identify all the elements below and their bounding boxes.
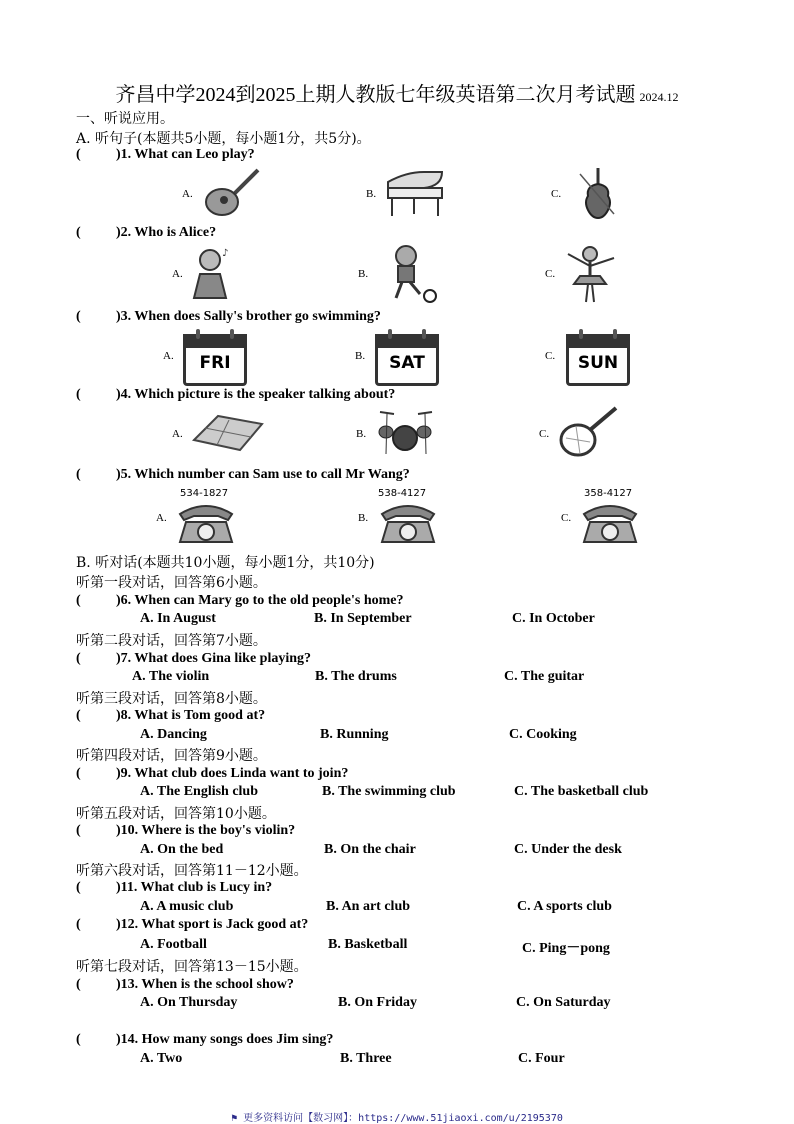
telephone-icon	[176, 500, 236, 546]
option-label: B.	[366, 188, 377, 200]
answer-option: B. On the chair	[324, 842, 416, 857]
option-label: A.	[156, 512, 167, 524]
question-4: ( )4. Which picture is the speaker talking about?	[76, 387, 396, 402]
tennis-racket-icon	[556, 404, 622, 460]
answer-option: B. In September	[314, 611, 412, 626]
answer-option: C. Four	[518, 1051, 565, 1066]
part-a-heading: A. 听句子(本题共5小题，每小题1分，共5分)。	[76, 131, 371, 147]
calendar-icon: SUN	[566, 334, 630, 386]
answer-option: C. The guitar	[504, 669, 585, 684]
answer-option: A. Football	[140, 937, 207, 952]
question-9: ( )9. What club does Linda want to join?	[76, 766, 349, 781]
answer-option: C. In October	[512, 611, 595, 626]
question-13: ( )13. When is the school show?	[76, 977, 294, 992]
question-14: ( )14. How many songs does Jim sing?	[76, 1032, 334, 1047]
dialogue-intro: 听第四段对话，回答第9小题。	[76, 748, 267, 764]
question-5: ( )5. Which number can Sam use to call Mr Wang?	[76, 467, 410, 482]
answer-option: B. On Friday	[338, 995, 417, 1010]
answer-option: B. The swimming club	[322, 784, 456, 799]
phone-number: 538-4127	[378, 488, 427, 499]
option-label: A.	[163, 350, 174, 362]
option-label: A.	[182, 188, 193, 200]
dialogue-intro: 听第二段对话，回答第7小题。	[76, 633, 267, 649]
answer-option: A. A music club	[140, 899, 234, 914]
phone-number: 358-4127	[584, 488, 633, 499]
telephone-icon	[378, 500, 438, 546]
answer-option: A. The English club	[140, 784, 259, 799]
option-label: B.	[358, 512, 369, 524]
option-label: C.	[551, 188, 562, 200]
football-boy-icon	[382, 244, 442, 304]
footer-link[interactable]: ⚑ 更多资料访问【数习网】：https://www.51jiaoxi.com/u/2195370	[231, 1113, 563, 1124]
answer-option: B. An art club	[326, 899, 411, 914]
answer-option: A. The violin	[132, 669, 210, 684]
answer-option: C. Ping－pong	[522, 941, 610, 956]
dancing-girl-icon	[562, 244, 620, 304]
piano-icon	[384, 166, 446, 220]
calendar-icon: FRI	[183, 334, 247, 386]
answer-option: A. On the bed	[140, 842, 224, 857]
answer-option: C. On Saturday	[516, 995, 611, 1010]
option-label: B.	[356, 428, 367, 440]
option-label: C.	[545, 268, 556, 280]
page-title	[0, 78, 794, 107]
part-b-heading: B. 听对话(本题共10小题，每小题1分，共10分)	[76, 555, 375, 571]
telephone-icon	[580, 500, 640, 546]
title-text: 齐昌中学2024到2025上期人教版七年级英语第二次月考试题	[115, 84, 636, 106]
option-label: C.	[539, 428, 550, 440]
answer-option: B. Three	[340, 1051, 392, 1066]
answer-option: A. On Thursday	[140, 995, 238, 1010]
answer-option: C. A sports club	[517, 899, 612, 914]
svg-text:♪: ♪	[222, 248, 229, 259]
chess-board-icon	[188, 410, 266, 454]
violin-icon	[568, 164, 618, 222]
question-6: ( )6. When can Mary go to the old people's home?	[76, 593, 404, 608]
question-8: ( )8. What is Tom good at?	[76, 708, 266, 723]
answer-option: A. In August	[140, 611, 216, 626]
option-label: B.	[358, 268, 369, 280]
question-1: ( )1. What can Leo play?	[76, 147, 255, 162]
option-label: A.	[172, 428, 183, 440]
calendar-icon: SAT	[375, 334, 439, 386]
question-2: ( )2. Who is Alice?	[76, 225, 217, 240]
drum-set-icon	[374, 406, 436, 458]
answer-option: C. Under the desk	[514, 842, 622, 857]
dialogue-intro: 听第五段对话，回答第10小题。	[76, 806, 276, 822]
question-10: ( )10. Where is the boy's violin?	[76, 823, 296, 838]
answer-option: B. Running	[320, 727, 389, 742]
dialogue-intro: 听第三段对话，回答第8小题。	[76, 691, 267, 707]
flag-icon: ⚑	[231, 1113, 244, 1124]
option-label: C.	[561, 512, 572, 524]
dialogue-intro: 听第六段对话，回答第11－12小题。	[76, 863, 308, 879]
section-heading: 一、听说应用。	[76, 111, 174, 127]
guitar-icon	[200, 166, 262, 220]
question-12: ( )12. What sport is Jack good at?	[76, 917, 309, 932]
dialogue-intro: 听第一段对话，回答第6小题。	[76, 575, 267, 591]
option-label: A.	[172, 268, 183, 280]
option-label: C.	[545, 350, 556, 362]
question-11: ( )11. What club is Lucy in?	[76, 880, 273, 895]
option-label: B.	[355, 350, 366, 362]
singing-girl-icon	[188, 246, 232, 304]
answer-option: B. The drums	[315, 669, 397, 684]
answer-option: C. The basketball club	[514, 784, 649, 799]
answer-option: A. Two	[140, 1051, 183, 1066]
question-3: ( )3. When does Sally's brother go swimming?	[76, 309, 381, 324]
phone-number: 534-1827	[180, 488, 229, 499]
answer-option: B. Basketball	[328, 937, 408, 952]
question-7: ( )7. What does Gina like playing?	[76, 651, 312, 666]
answer-option: A. Dancing	[140, 727, 207, 742]
answer-option: C. Cooking	[509, 727, 577, 742]
title-date: 2024.12	[639, 90, 679, 104]
dialogue-intro: 听第七段对话，回答第13－15小题。	[76, 959, 308, 975]
